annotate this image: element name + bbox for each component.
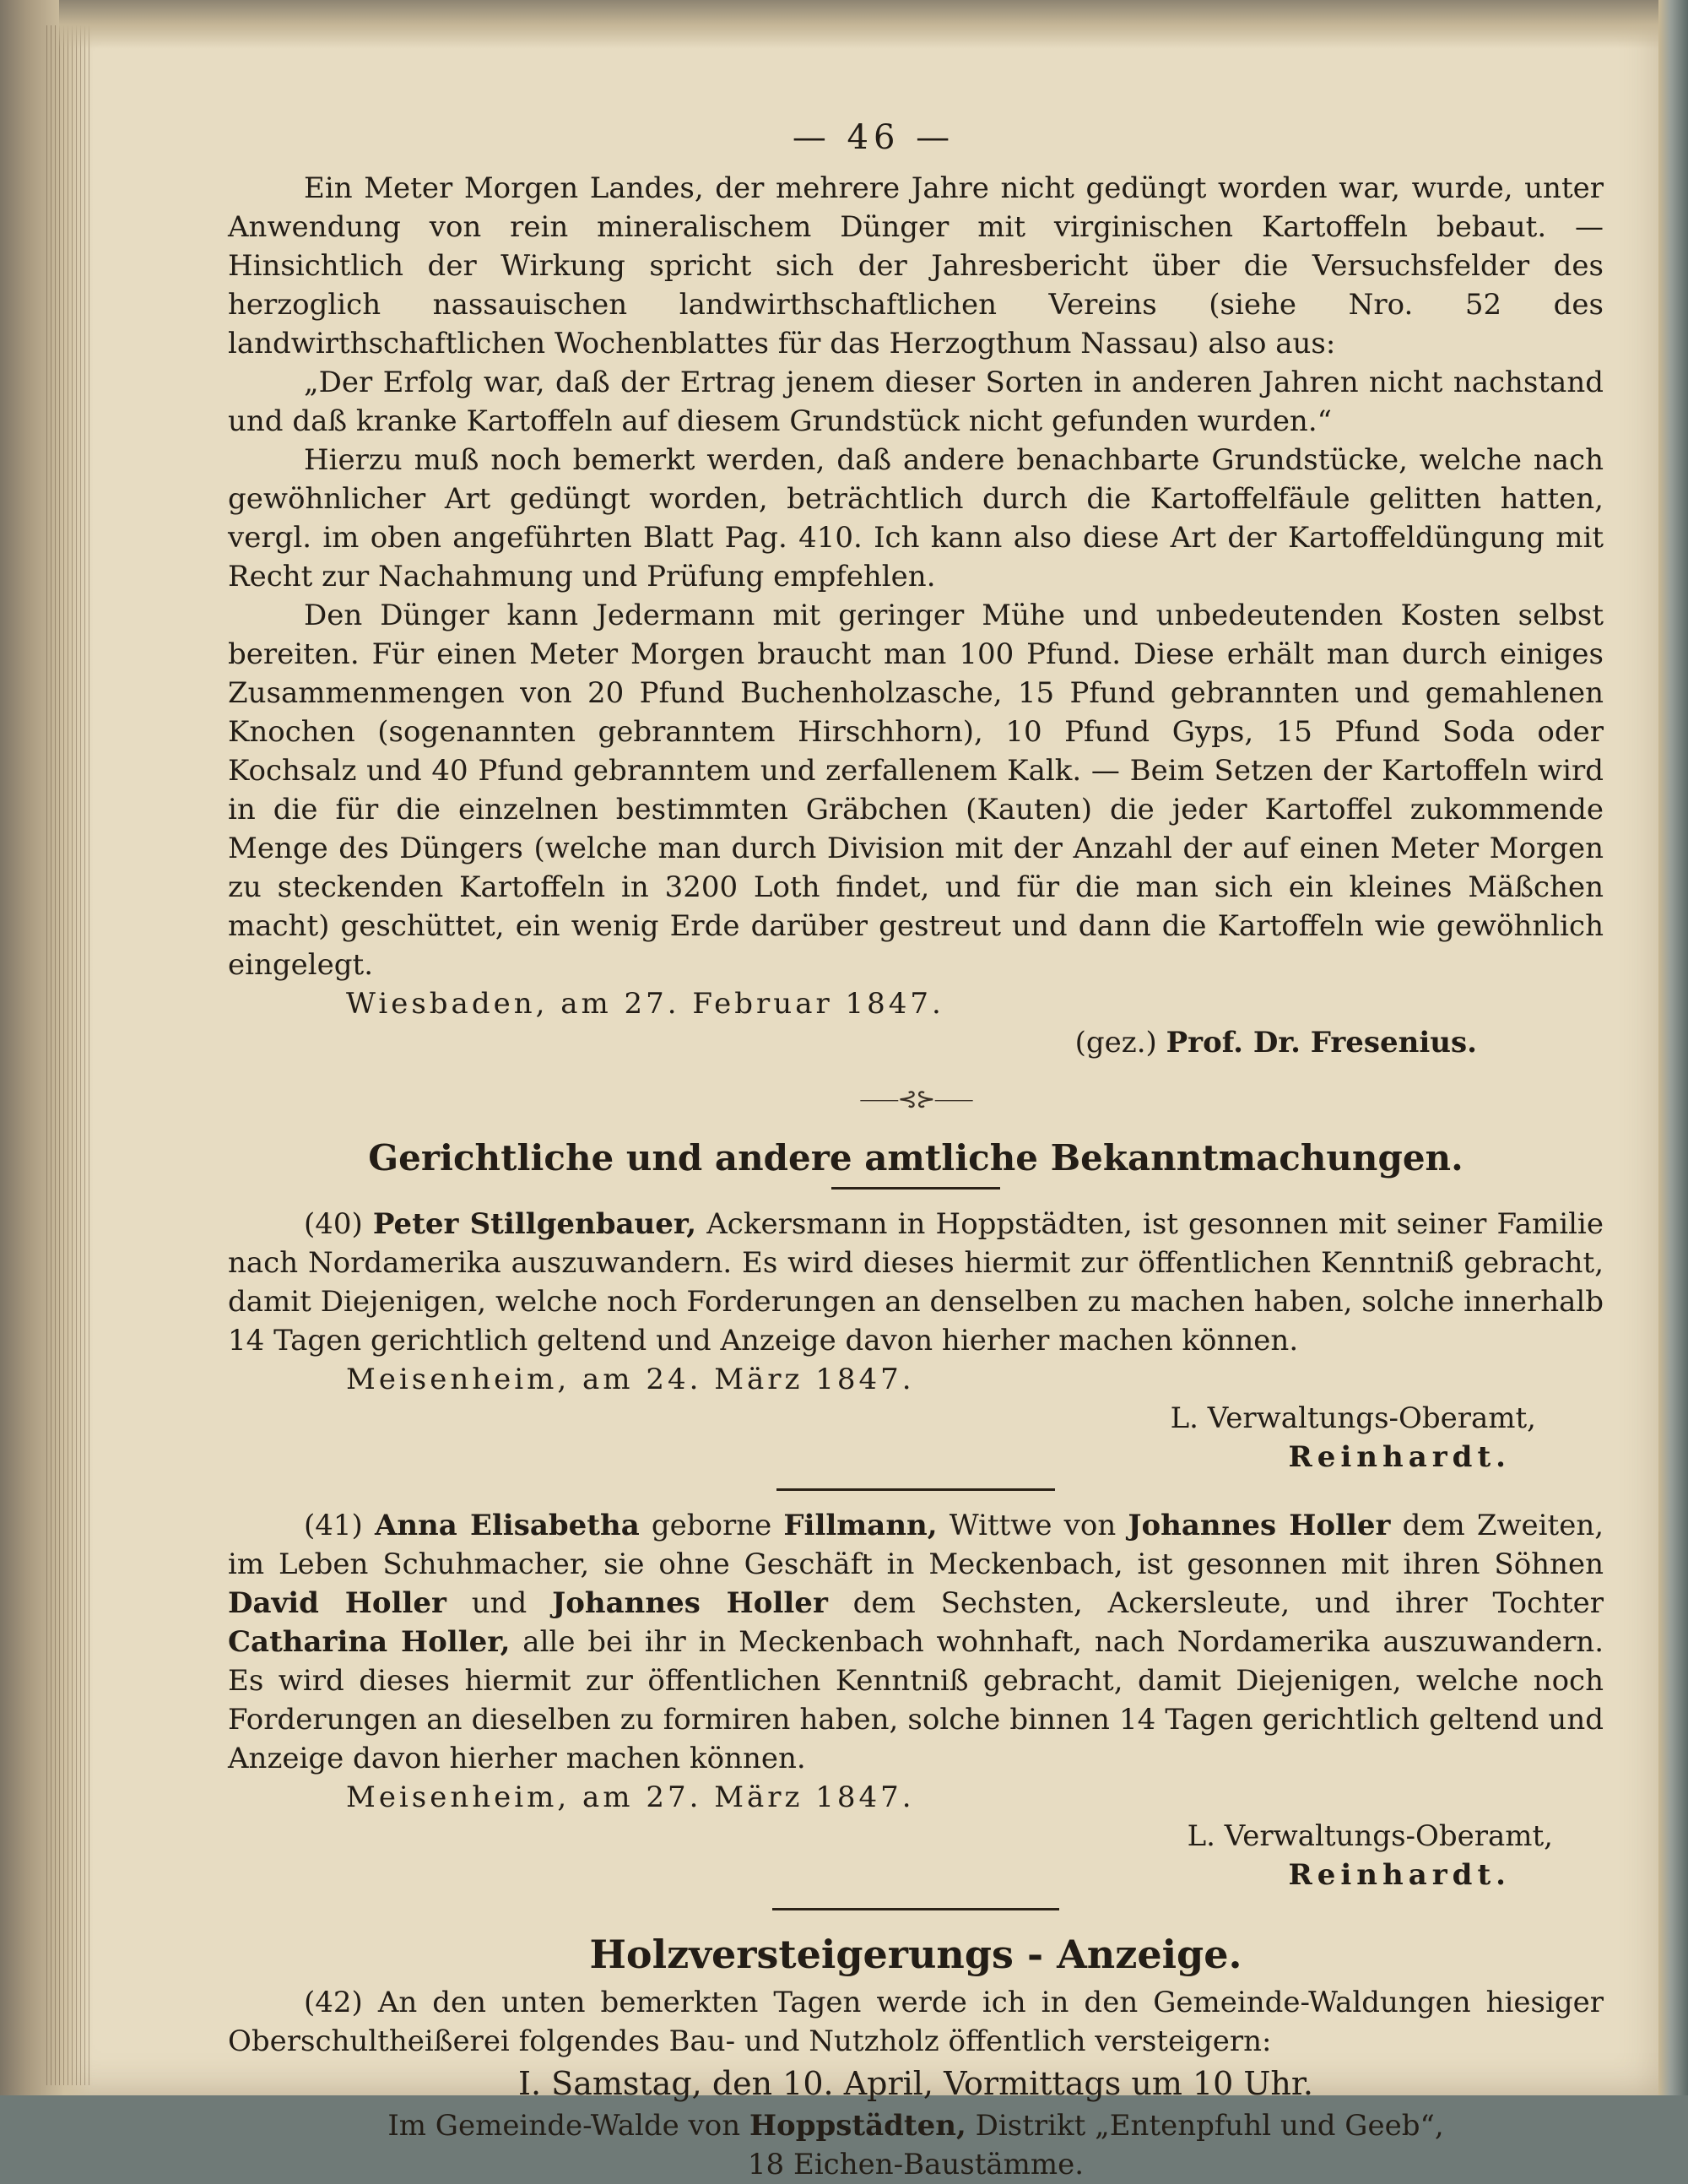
- auction-location-pre: Im Gemeinde-Walde von: [387, 2109, 741, 2143]
- section-title-announcements: Gerichtliche und andere amtliche Bekanntmachungen.: [368, 1137, 1463, 1179]
- notice-40-number: (40): [304, 1207, 363, 1241]
- article-dateline: [228, 984, 1604, 1023]
- article-paragraph-1: Ein Meter Morgen Landes, der mehrere Jahre nicht gedüngt worden war, wurde, unter Anwendung von rein mineralischem Dünger mit virginischen Kartoffeln bebaut. — Hinsichtlich der Wirkung spricht sich der Jahresbericht über die Versuchsfelder des herzoglich nassauischen landwirthschaftlichen Vereins (siehe Nro. 52 des landwirthschaftlichen Wochenblattes für das Herzogthum Nassau) also aus:: [228, 171, 1604, 360]
- notice-41-name-2: Fillmann,: [783, 1509, 938, 1542]
- auction-item-heading: I. Samstag, den 10. April, Vormittags um 10 Uhr.: [518, 2065, 1313, 2102]
- notice-41-text-2: Wittwe von: [949, 1509, 1117, 1542]
- signature-prefix: (gez.): [1074, 1026, 1157, 1059]
- notice-40-dateline: [228, 1360, 1604, 1399]
- notice-40-place-date: Meisenheim, am 24. März 1847.: [346, 1363, 915, 1396]
- notice-42-text: An den unten bemerkten Tagen werde ich in den Gemeinde-Waldungen hiesiger Oberschultheißerei folgendes Bau- und Nutzholz öffentlich versteigern:: [228, 1986, 1604, 2058]
- page-stack-edges: [46, 25, 93, 2085]
- notice-41-number: (41): [304, 1509, 363, 1542]
- notice-41: [228, 1506, 1604, 1778]
- page-content: [228, 118, 1604, 2184]
- article-signature: [228, 1023, 1604, 1062]
- notice-41-text-3: dem Zweiten, im Leben Schuhmacher, sie ohne Geschäft in Meckenbach, ist gesonnen mit ihren Söhnen: [228, 1509, 1604, 1581]
- article-place-date: Wiesbaden, am 27. Februar 1847.: [346, 987, 944, 1021]
- notice-41-text-1: geborne: [651, 1509, 772, 1542]
- notice-41-signer: Reinhardt.: [1288, 1858, 1511, 1892]
- notice-divider-1: [776, 1488, 1055, 1491]
- page-number: — 46 —: [792, 118, 955, 157]
- notice-divider-2: [772, 1908, 1059, 1910]
- section-title-wood-auction: Holzversteigerungs - Anzeige.: [589, 1932, 1242, 1977]
- auction-location-post: Distrikt „Entenpfuhl und Geeb“,: [975, 2109, 1444, 2143]
- section-rule: [831, 1187, 1000, 1190]
- notice-40-text: Ackersmann in Hoppstädten, ist gesonnen mit seiner Familie nach Nordamerika auszuwandern. Es wird dieses hiermit zur öffentlichen Kenntniß gebracht, damit Diejenigen, welche noch Forderungen an denselben zu machen haben, solche innerhalb 14 Tagen gerichtlich geltend und Anzeige davon hierher machen können.: [228, 1207, 1604, 1358]
- notice-40-name: Peter Stillgenbauer,: [372, 1207, 697, 1241]
- notice-41-dateline: [228, 1778, 1604, 1817]
- notice-41-office: L. Verwaltungs-Oberamt,: [1187, 1819, 1553, 1853]
- notice-41-place-date: Meisenheim, am 27. März 1847.: [346, 1780, 915, 1814]
- notice-41-text-6: alle bei ihr in Meckenbach wohnhaft, nach Nordamerika auszuwandern. Es wird dieses hiermit zur öffentlichen Kenntniß gebracht, damit Diejenigen, welche noch Forderungen an dieselben zu formiren haben, solche binnen 14 Tagen gerichtlich geltend und Anzeige davon hierher machen können.: [228, 1625, 1604, 1775]
- notice-41-name-5: Johannes Holler: [552, 1586, 828, 1620]
- notice-41-name-3: Johannes Holler: [1128, 1509, 1391, 1542]
- top-page-edge: [59, 0, 1663, 49]
- notice-42: [228, 1983, 1604, 2061]
- article-paragraph-3: Den Dünger kann Jedermann mit geringer Mühe und unbedeutenden Kosten selbst bereiten. Für einen Meter Morgen braucht man 100 Pfund. Diese erhält man durch einiges Zusammenmengen von 20 Pfund Buchenholzasche, 15 Pfund gebrannten und gemahlenen Knochen (sogenannten gebranntem Hirschhorn), 10 Pfund Gyps, 15 Pfund Soda oder Kochsalz und 40 Pfund gebranntem und zerfallenem Kalk. — Beim Setzen der Kartoffeln wird in die für die einzelnen bestimmten Gräbchen (Kauten) die jeder Kartoffel zukommende Menge des Düngers (welche man durch Division mit der Anzahl der auf einen Meter Morgen zu steckenden Kartoffeln in 3200 Loth findet, und für die man sich ein kleines Mäßchen macht) geschüttet, ein wenig Erde darüber gestreut und dann die Kartoffeln wie gewöhnlich eingelegt.: [228, 599, 1604, 982]
- notice-42-number: (42): [304, 1986, 363, 2019]
- notice-40-signer: Reinhardt.: [1288, 1440, 1511, 1474]
- auction-quantity: 18 Eichen-Baustämme.: [747, 2148, 1085, 2181]
- signature-name: Prof. Dr. Fresenius.: [1166, 1026, 1477, 1059]
- notice-40-office: L. Verwaltungs-Oberamt,: [1170, 1401, 1536, 1435]
- auction-location: [228, 2106, 1604, 2145]
- ornament-divider: ⸺⊰⊱⸺: [859, 1085, 972, 1113]
- auction-location-name: Hoppstädten,: [749, 2109, 966, 2143]
- notice-41-text-5: dem Sechsten, Ackersleute, und ihrer Tochter: [852, 1586, 1604, 1620]
- notice-41-text-4: und: [471, 1586, 528, 1620]
- notice-41-name-1: Anna Elisabetha: [374, 1509, 640, 1542]
- article-paragraph-2: Hierzu muß noch bemerkt werden, daß andere benachbarte Grundstücke, welche nach gewöhnlicher Art gedüngt worden, beträchtlich durch die Kartoffelfäule gelitten hatten, vergl. im oben angeführten Blatt Pag. 410. Ich kann also diese Art der Kartoffeldüngung mit Recht zur Nachahmung und Prüfung empfehlen.: [228, 443, 1604, 593]
- notice-41-name-6: Catharina Holler,: [228, 1625, 511, 1659]
- article-quote: „Der Erfolg war, daß der Ertrag jenem dieser Sorten in anderen Jahren nicht nachstand und daß kranke Kartoffeln auf diesem Grundstück nicht gefunden wurden.“: [228, 366, 1604, 438]
- notice-41-name-4: David Holler: [228, 1586, 446, 1620]
- notice-40: [228, 1205, 1604, 1360]
- right-page-edge: [1658, 0, 1688, 2095]
